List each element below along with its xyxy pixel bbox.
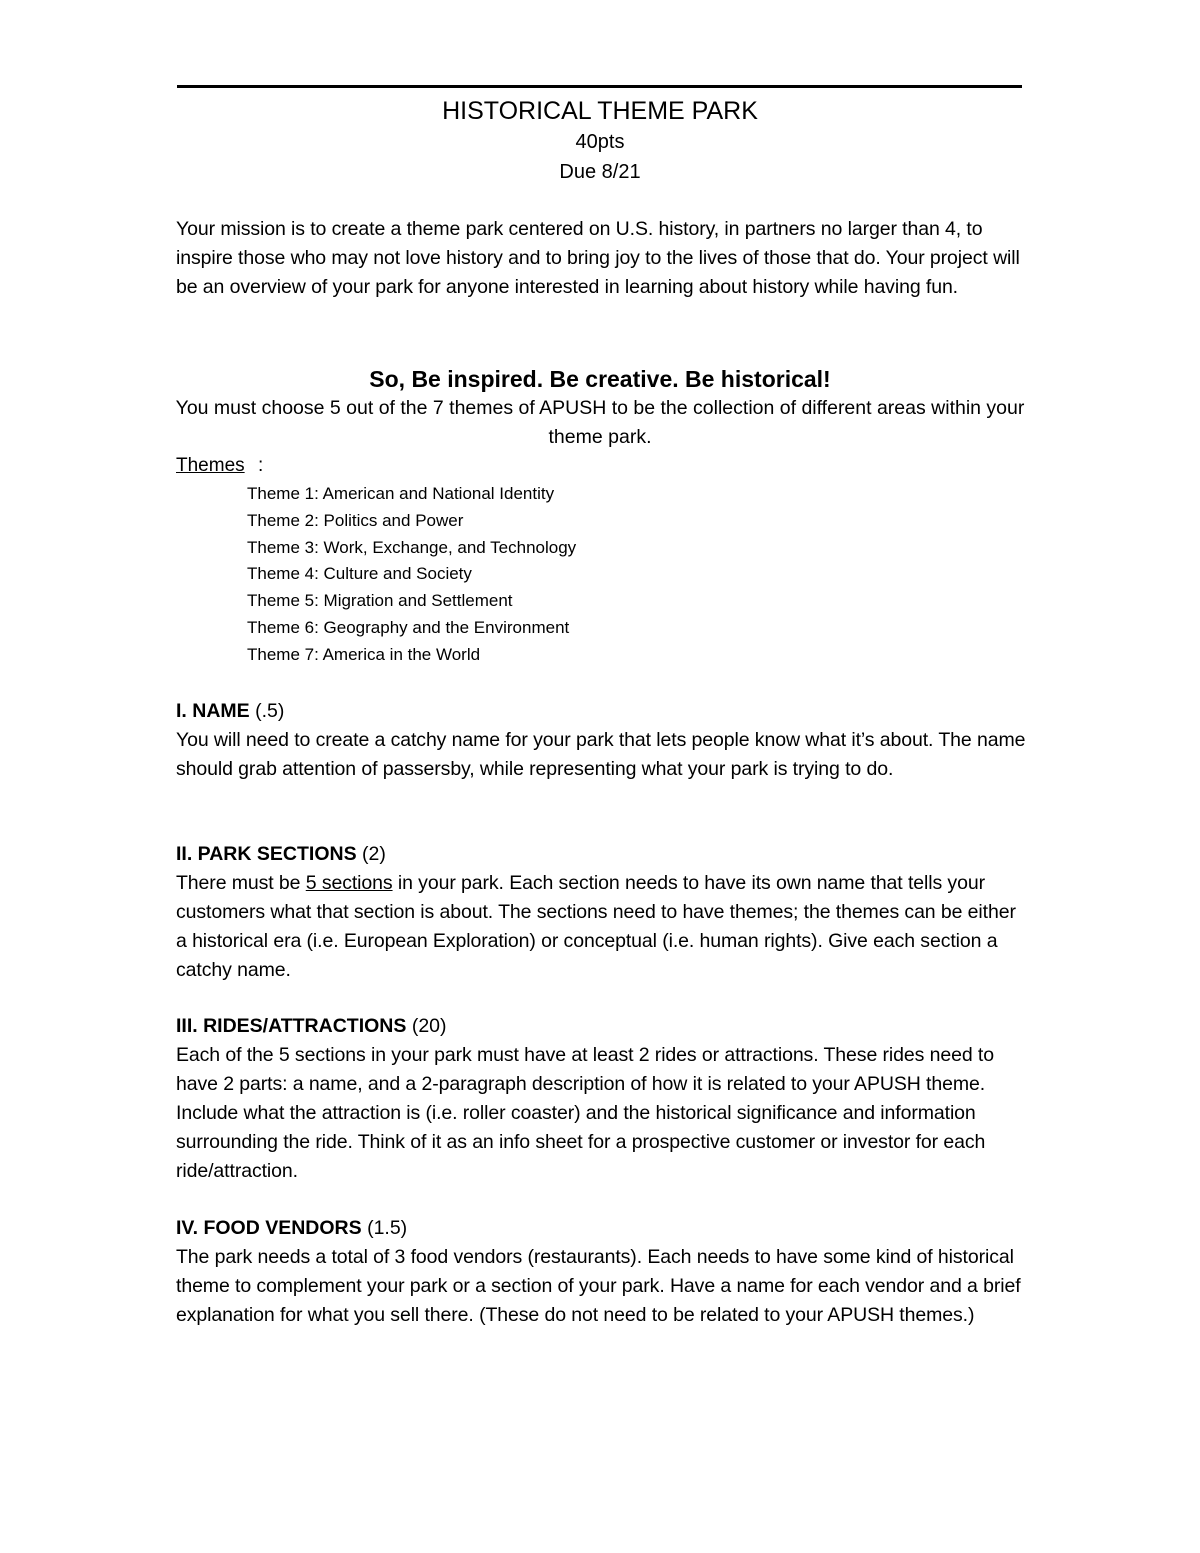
theme-item: Theme 1: American and National Identity	[247, 484, 555, 503]
points-line: 40pts	[575, 131, 625, 153]
theme-item: Theme 2: Politics and Power	[247, 510, 464, 530]
section-park-sections-heading	[176, 840, 386, 869]
section-food-heading	[176, 1214, 407, 1243]
park-sections-body-end: in your park. Each section needs to have its own name that tells your customers what that section is about. The sections need to have themes; the themes can be either a historical era (i.e. European Exploration) or conceptual (i.e. human rights). Give each section a catchy name.	[176, 872, 1016, 981]
choose-themes-text: You must choose 5 out of the 7 themes of APUSH to be the collection of different areas within your theme park.	[175, 397, 1025, 448]
park-sections-body-start: There must be	[176, 872, 306, 894]
section-park-sections-body	[176, 869, 1026, 985]
section-park-sections-title: II. PARK SECTIONS	[176, 843, 357, 865]
section-food-body: The park needs a total of 3 food vendors (restaurants). Each needs to have some kind of historical theme to complement your park or a section of your park. Have a name for each vendor and a brief explanation for what you sell there. (These do not need to be related to your APUSH themes.)	[176, 1246, 1021, 1326]
due-date-line: Due 8/21	[559, 161, 641, 183]
section-park-sections-points: (2)	[356, 843, 386, 865]
section-rides-body: Each of the 5 sections in your park must have at least 2 rides or attractions. These rides need to have 2 parts: a name, and a 2-paragraph description of how it is related to your APUSH theme. Include what the attraction is (i.e. roller coaster) and the historical significance and information surrounding the ride. Think of it as an info sheet for a prospective customer or investor for each ride/attraction.	[176, 1044, 994, 1182]
theme-item: Theme 3: Work, Exchange, and Technology	[247, 537, 577, 557]
section-rides-title: III. RIDES/ATTRACTIONS	[176, 1015, 407, 1037]
theme-list	[247, 481, 576, 669]
theme-item: Theme 7: America in the World	[247, 644, 481, 664]
header-rule	[177, 85, 1022, 88]
section-food-points: (1.5)	[361, 1217, 408, 1239]
themes-label: Themes	[176, 455, 245, 476]
page-title: HISTORICAL THEME PARK	[442, 97, 758, 125]
theme-item: Theme 5: Migration and Settlement	[247, 591, 513, 611]
section-food-title: IV. FOOD VENDORS	[176, 1217, 362, 1239]
park-sections-underlined-text: 5 sections	[305, 872, 393, 894]
theme-item: Theme 4: Culture and Society	[247, 564, 472, 584]
section-rides-points: (20)	[406, 1015, 447, 1037]
section-name-body: You will need to create a catchy name for your park that lets people know what it’s about. The name should grab attention of passersby, while representing what your park is trying to do.	[176, 729, 1026, 780]
motto-heading: So, Be inspired. Be creative. Be historical!	[369, 366, 831, 392]
intro-paragraph: Your mission is to create a theme park centered on U.S. history, in partners no larger than 4, to inspire those who may not love history and to bring joy to the lives of those that do. Your project will be an overview of your park for anyone interested in learning about history while having fun.	[176, 218, 1020, 298]
theme-item: Theme 6: Geography and the Environment	[247, 617, 570, 637]
themes-label-colon: :	[258, 455, 264, 476]
section-rides-heading	[176, 1012, 447, 1041]
section-name-title: I. NAME	[176, 700, 250, 722]
section-name-heading	[176, 697, 284, 726]
section-name-points: (.5)	[249, 700, 285, 722]
